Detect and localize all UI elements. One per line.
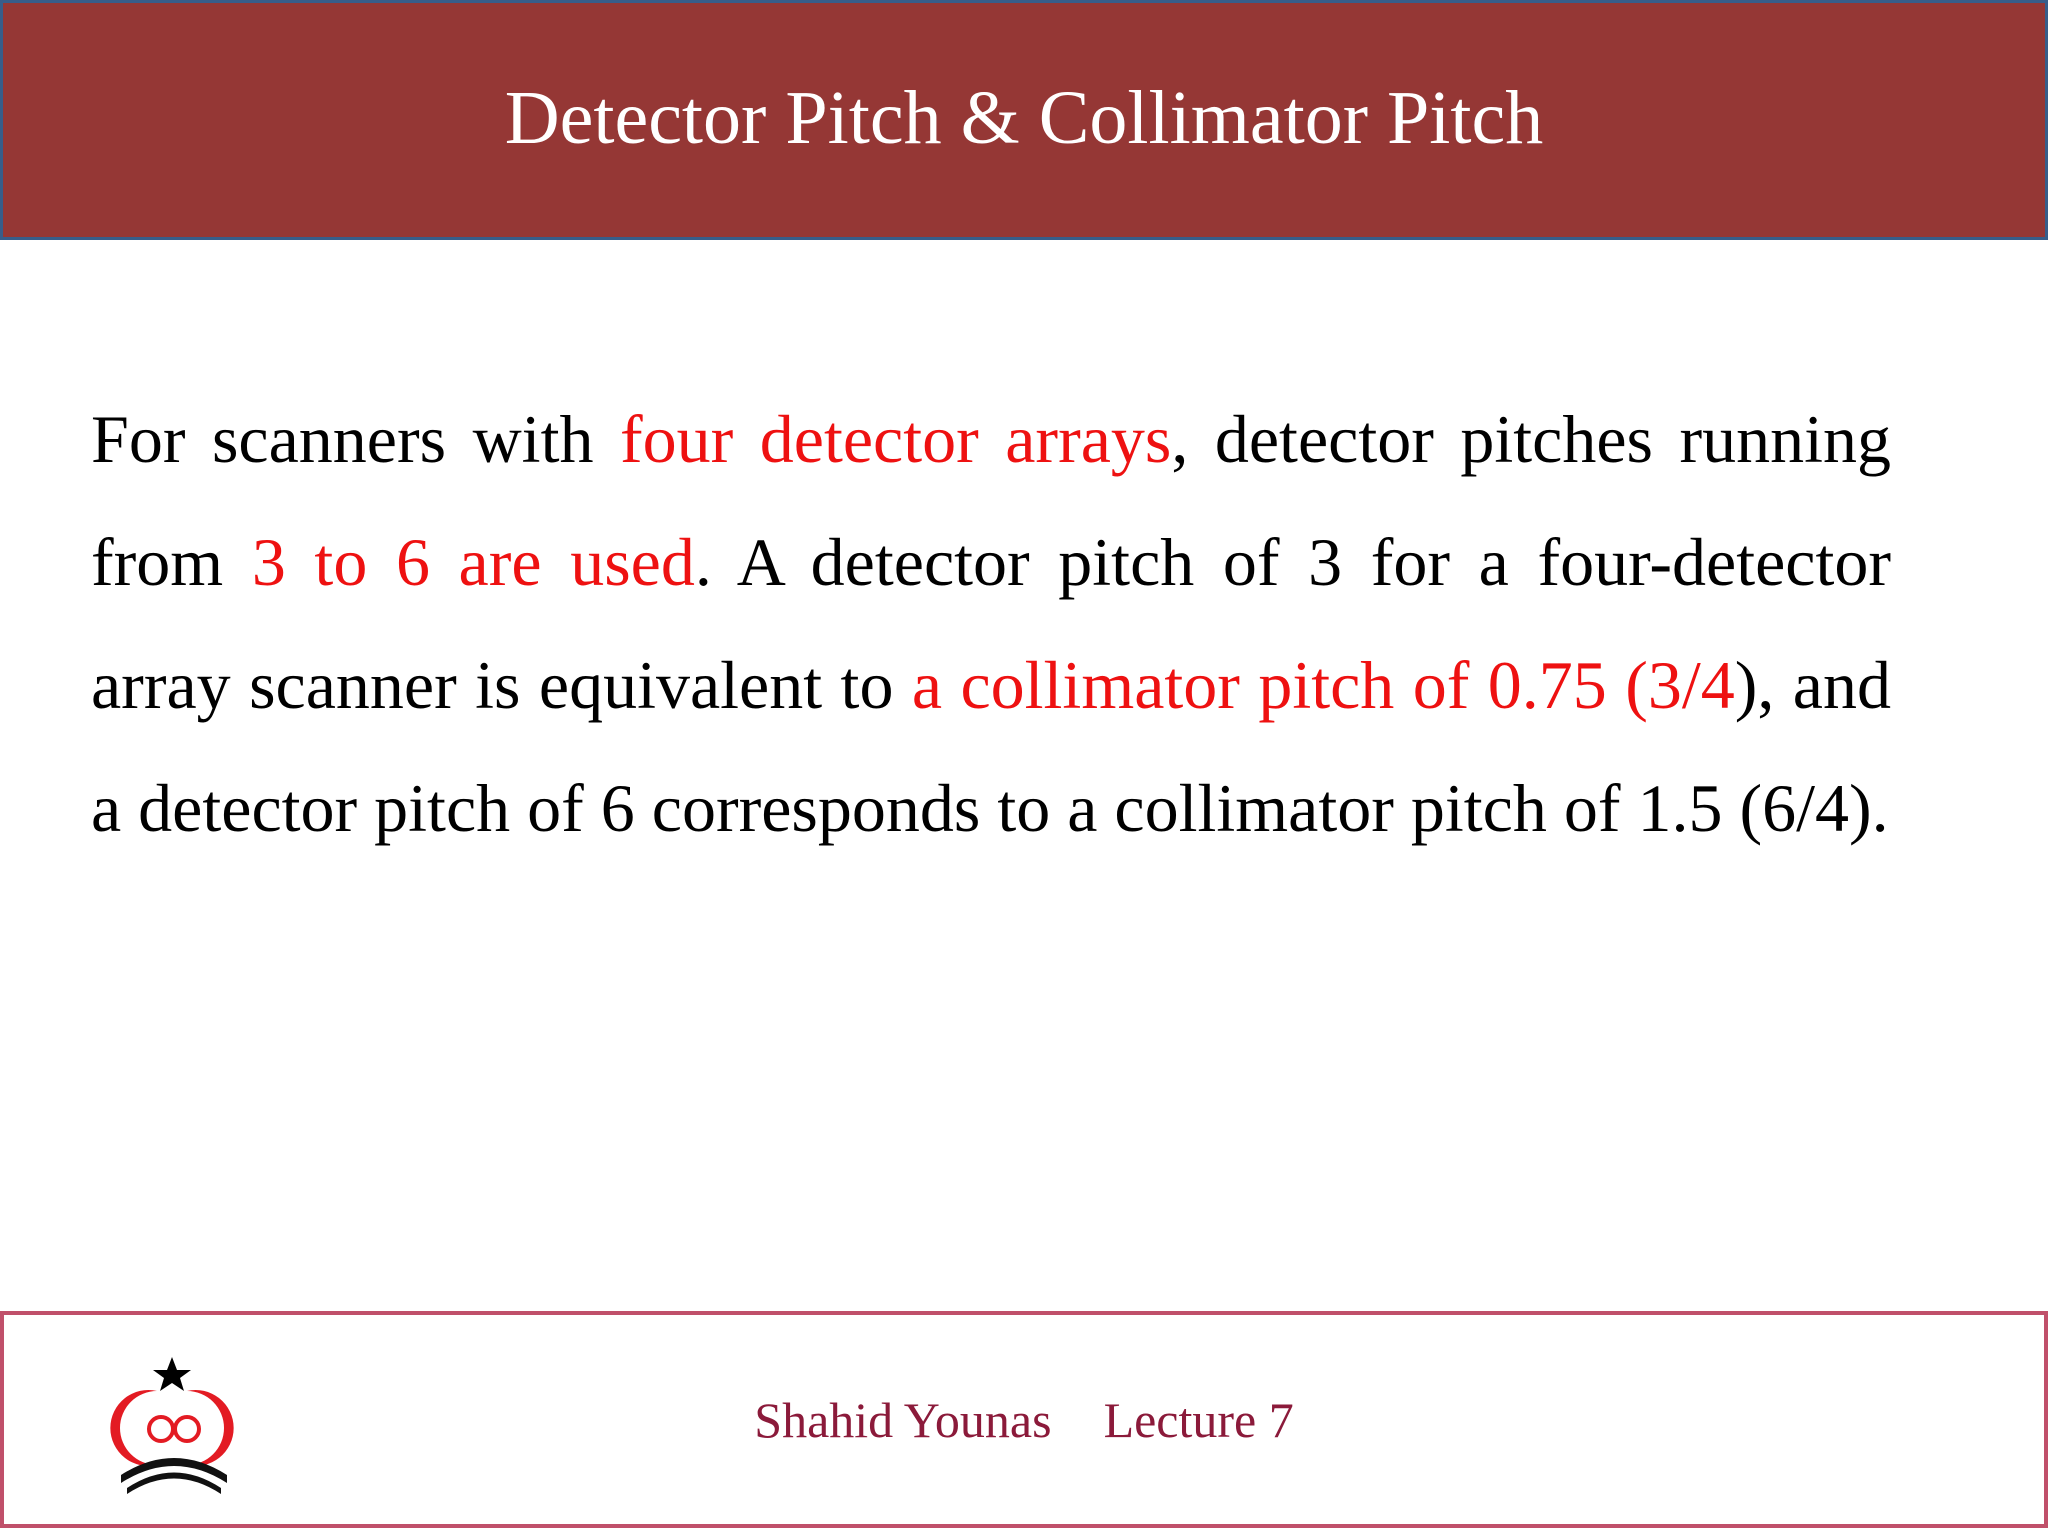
footer-bar [0,1311,2048,1528]
body-paragraph [91,378,1891,870]
paragraph-highlight: four detector arrays [619,401,1172,477]
paragraph-segment: ), and a detector pitch of 6 corresponds to a collimator pitch of 1.5 (6/4). [91,647,1891,846]
paragraph-segment: For scanners with [91,401,620,477]
author-name: Shahid Younas [754,1392,1052,1448]
footer-text [4,1392,2044,1448]
lecture-label: Lecture 7 [1103,1392,1294,1448]
paragraph-highlight: a collimator pitch of 0.75 (3/4 [911,647,1735,723]
slide-title: Detector Pitch & Collimator Pitch [504,76,1544,160]
paragraph-segment: . A detector pitch of 3 for a four-detector array scanner is equivalent to [91,524,1892,723]
title-bar [0,0,2048,240]
paragraph-highlight: 3 to 6 are used [251,524,695,600]
paragraph-segment: , detector pitches running from [91,401,1891,600]
